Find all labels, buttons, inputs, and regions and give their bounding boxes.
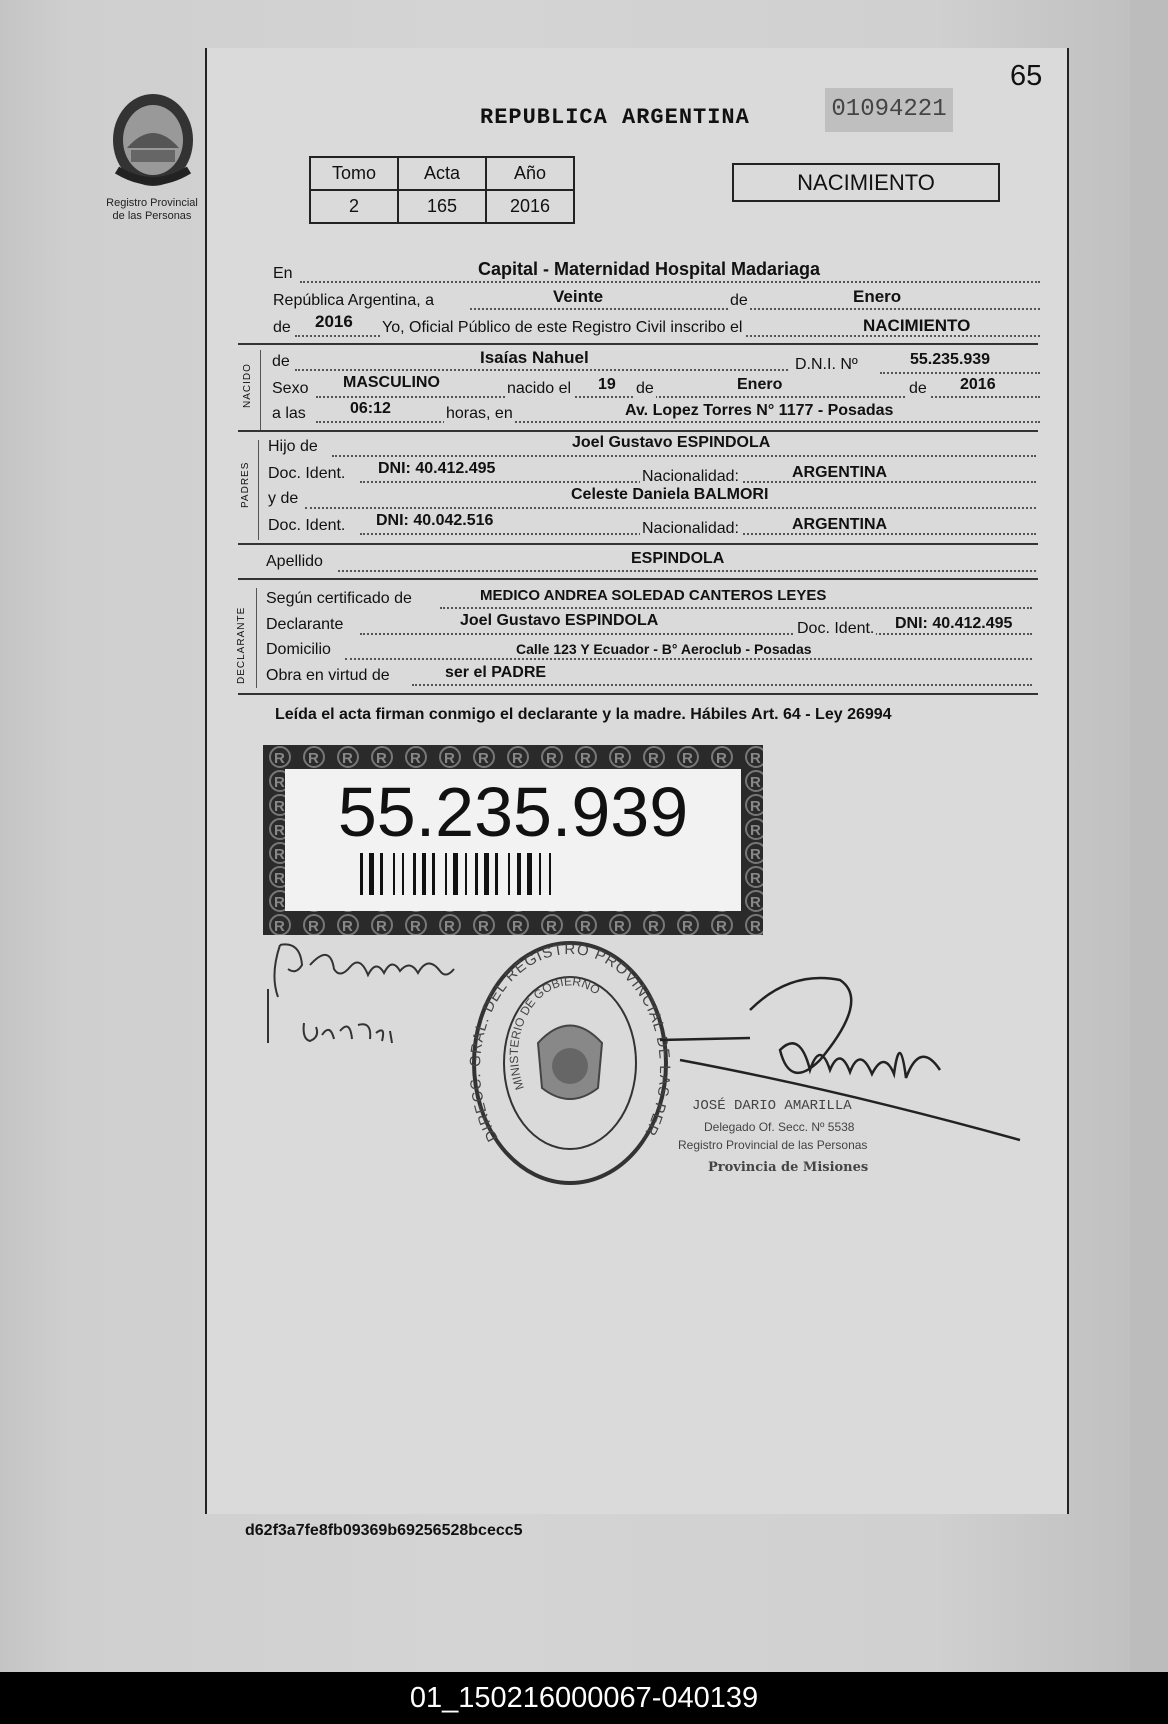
dotted-line — [300, 281, 1040, 283]
label-doc-declarante: Doc. Ident. — [797, 620, 875, 637]
barcode-bar — [517, 853, 521, 895]
record-header-ano: Año — [486, 157, 574, 190]
footer-id: 01_150216000067-040139 — [0, 1672, 1168, 1724]
dotted-line — [338, 570, 1036, 572]
barcode-bar — [445, 853, 447, 895]
logo-caption-line2: de las Personas — [112, 210, 192, 222]
mother-name-value: Celeste Daniela BALMORI — [571, 486, 769, 503]
section-bar — [260, 350, 261, 430]
year-value: 2016 — [315, 312, 353, 331]
barcode-bar — [484, 853, 489, 895]
record-table — [309, 156, 575, 224]
label-oficial: Yo, Oficial Público de este Registro Civil inscribo el — [382, 319, 743, 336]
declarante-value: Joel Gustavo ESPINDOLA — [460, 612, 659, 629]
father-nationality-value: ARGENTINA — [792, 464, 888, 481]
barcode-bar — [422, 853, 426, 895]
document-hash: d62f3a7fe8fb09369b69256528bcecc5 — [245, 1522, 523, 1539]
barcode-bar — [495, 853, 498, 895]
country-title: REPUBLICA ARGENTINA — [480, 105, 750, 130]
page-number: 65 — [1010, 60, 1043, 92]
label-de-month: de — [636, 380, 654, 397]
section-bar — [258, 440, 259, 540]
barcode-bar — [539, 853, 541, 895]
dotted-line — [305, 507, 1036, 509]
section-separator — [238, 578, 1038, 580]
barcode-bar — [413, 853, 416, 895]
barcode-bar — [465, 853, 467, 895]
label-sexo: Sexo — [272, 380, 309, 397]
barcode-label — [263, 745, 763, 935]
seal-inner-text: MINISTERIO DE GOBIERNO — [506, 974, 603, 1092]
dotted-line — [345, 658, 1032, 660]
barcode-number: 55.235.939 — [337, 773, 689, 851]
section-separator — [238, 543, 1038, 545]
label-de2: de — [273, 319, 291, 336]
logo-caption-line1: Registro Provincial — [106, 197, 198, 209]
month-value: Enero — [853, 287, 902, 306]
label-a-las: a las — [272, 405, 306, 422]
barcode-bar — [453, 853, 458, 895]
dotted-line — [412, 684, 1032, 686]
father-doc-value: DNI: 40.412.495 — [378, 460, 496, 477]
barcode-bar — [475, 853, 478, 895]
seal-ring-text: DIRECC. GRAL. DEL REGISTRO PROVINCIAL DE LAS PER — [468, 940, 672, 1145]
certificado-value: MEDICO ANDREA SOLEDAD CANTEROS LEYES — [480, 587, 827, 604]
section-separator — [238, 343, 1038, 345]
label-de: de — [730, 292, 748, 309]
record-header-tomo: Tomo — [310, 157, 398, 190]
label-doc-father: Doc. Ident. — [268, 465, 346, 482]
label-nac-father: Nacionalidad: — [642, 468, 739, 485]
label-dni: D.N.I. Nº — [795, 356, 858, 373]
label-declarante: Declarante — [266, 616, 344, 633]
section-bar — [256, 588, 257, 688]
serial-number: 01094221 — [825, 88, 953, 132]
child-name-value: Isaías Nahuel — [480, 348, 589, 367]
official-province: Provincia de Misiones — [708, 1160, 869, 1175]
record-value-acta: 165 — [398, 190, 486, 223]
place-value: Capital - Maternidad Hospital Madariaga — [478, 259, 821, 279]
section-separator — [238, 693, 1038, 695]
label-en: En — [273, 265, 293, 282]
birth-day-value: 19 — [598, 376, 616, 393]
label-horas-en: horas, en — [446, 405, 513, 422]
domicilio-value: Calle 123 Y Ecuador - B° Aeroclub - Posadas — [516, 641, 812, 657]
dotted-line — [295, 369, 788, 371]
official-title: Delegado Of. Secc. Nº 5538 — [704, 1120, 855, 1134]
section-separator — [238, 430, 1038, 432]
mother-nationality-value: ARGENTINA — [792, 516, 888, 533]
dotted-line — [470, 308, 1040, 310]
barcode-bar — [369, 853, 374, 895]
dotted-line — [316, 421, 1040, 423]
birth-month-value: Enero — [737, 376, 783, 393]
child-dni-value: 55.235.939 — [910, 351, 991, 368]
dotted-line — [880, 372, 1040, 374]
record-value-ano: 2016 — [486, 190, 574, 223]
label-hijo-de: Hijo de — [268, 438, 318, 455]
dotted-line — [440, 607, 1032, 609]
record-header-acta: Acta — [398, 157, 486, 190]
label-domicilio: Domicilio — [266, 641, 331, 658]
adjacent-page-edge — [1130, 0, 1168, 1672]
section-label-nacido: NACIDO — [242, 363, 253, 408]
province-logo — [105, 88, 201, 192]
barcode-bar — [549, 853, 551, 895]
barcode-bar — [402, 853, 404, 895]
label-nac-mother: Nacionalidad: — [642, 520, 739, 537]
label-nacido-el: nacido el — [507, 380, 572, 397]
label-segun: Según certificado de — [266, 590, 412, 607]
barcode-bar — [527, 853, 532, 895]
section-label-declarante: DECLARANTE — [236, 606, 247, 684]
document-type-box: NACIMIENTO — [732, 163, 1000, 202]
barcode-bar — [432, 853, 435, 895]
dotted-line — [360, 633, 1032, 635]
barcode-bar — [380, 853, 383, 895]
label-republica: República Argentina, a — [273, 292, 434, 309]
barcode-bar — [360, 853, 363, 895]
label-obra: Obra en virtud de — [266, 667, 390, 684]
dotted-line — [316, 396, 1040, 398]
obra-value: ser el PADRE — [445, 664, 547, 681]
record-value-tomo: 2 — [310, 190, 398, 223]
official-office: Registro Provincial de las Personas — [678, 1138, 868, 1152]
official-name: JOSÉ DARIO AMARILLA — [692, 1098, 852, 1114]
sexo-value: MASCULINO — [343, 374, 440, 391]
barcode-bar — [393, 853, 395, 895]
day-word-value: Veinte — [553, 287, 604, 306]
label-de-name: de — [272, 353, 290, 370]
dotted-line — [332, 455, 1036, 457]
label-doc-mother: Doc. Ident. — [268, 517, 346, 534]
barcode-bar — [508, 853, 510, 895]
apellido-value: ESPINDOLA — [631, 550, 725, 567]
inscribe-value: NACIMIENTO — [863, 316, 971, 335]
logo-caption — [92, 197, 212, 223]
label-y-de: y de — [268, 490, 299, 507]
label-de-year: de — [909, 380, 927, 397]
mother-doc-value: DNI: 40.042.516 — [376, 512, 494, 529]
birth-time-value: 06:12 — [350, 400, 391, 417]
closing-text: Leída el acta firman conmigo el declarante y la madre. Hábiles Art. 64 - Ley 26994 — [275, 706, 892, 723]
birth-address-value: Av. Lopez Torres N° 1177 - Posadas — [625, 402, 894, 419]
declarante-doc-value: DNI: 40.412.495 — [895, 615, 1013, 632]
section-label-padres: PADRES — [240, 461, 251, 508]
father-name-value: Joel Gustavo ESPINDOLA — [572, 434, 771, 451]
birth-year-value: 2016 — [960, 376, 996, 393]
label-apellido: Apellido — [266, 553, 323, 570]
